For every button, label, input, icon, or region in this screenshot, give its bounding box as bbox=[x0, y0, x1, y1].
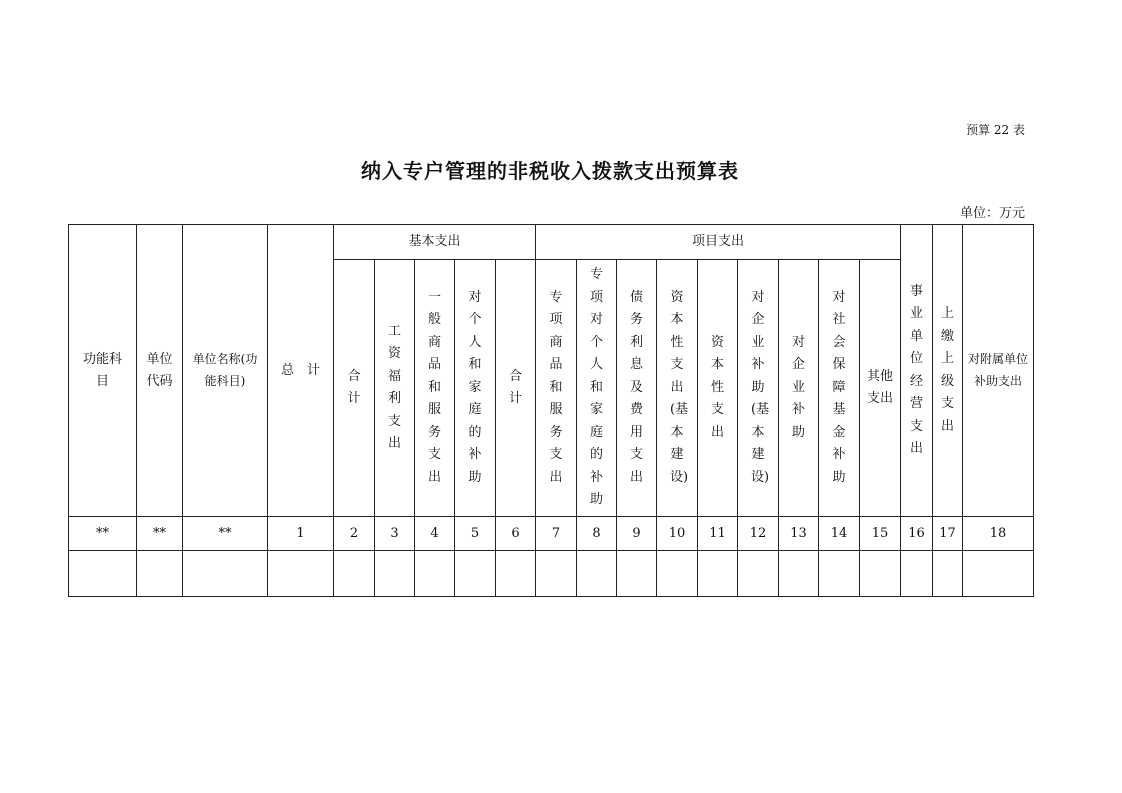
header-capital-construction: 资本性支出(基本建设) bbox=[657, 260, 698, 517]
header-total: 总 计 bbox=[268, 225, 334, 517]
header-affiliated: 对附属单位补助支出 bbox=[963, 225, 1034, 517]
cell bbox=[137, 551, 183, 597]
cell bbox=[334, 551, 375, 597]
cell: 9 bbox=[617, 517, 657, 551]
cell bbox=[375, 551, 415, 597]
cell bbox=[577, 551, 617, 597]
cell: 3 bbox=[375, 517, 415, 551]
header-upper: 上缴上级支出 bbox=[933, 225, 963, 517]
header-basic-group: 基本支出 bbox=[334, 225, 536, 260]
header-capital: 资本性支出 bbox=[698, 260, 738, 517]
cell: ** bbox=[183, 517, 268, 551]
unit-label: 单位：万元 bbox=[959, 206, 1025, 221]
cell bbox=[617, 551, 657, 597]
cell bbox=[415, 551, 455, 597]
cell bbox=[496, 551, 536, 597]
header-unit-name: 单位名称(功能科目) bbox=[183, 225, 268, 517]
cell bbox=[901, 551, 933, 597]
cell: 1 bbox=[268, 517, 334, 551]
form-number: 预算 22 表 bbox=[966, 123, 1025, 137]
cell: ** bbox=[137, 517, 183, 551]
cell bbox=[183, 551, 268, 597]
budget-table bbox=[68, 224, 1034, 597]
header-project-group: 项目支出 bbox=[536, 225, 901, 260]
header-function: 功能科目 bbox=[69, 225, 137, 517]
header-special-goods: 专项商品和服务支出 bbox=[536, 260, 577, 517]
header-debt-interest: 债务利息及费用支出 bbox=[617, 260, 657, 517]
cell bbox=[455, 551, 496, 597]
header-enterprise-subsidy: 对企业补助 bbox=[779, 260, 819, 517]
header-enterprise-construction: 对企业补助(基本建设) bbox=[738, 260, 779, 517]
header-basic-total: 合计 bbox=[334, 260, 375, 517]
cell bbox=[657, 551, 698, 597]
cell bbox=[819, 551, 860, 597]
cell: 7 bbox=[536, 517, 577, 551]
cell: 6 bbox=[496, 517, 536, 551]
cell: 13 bbox=[779, 517, 819, 551]
cell: 12 bbox=[738, 517, 779, 551]
cell: 10 bbox=[657, 517, 698, 551]
cell: 8 bbox=[577, 517, 617, 551]
header-enterprise: 事业单位经营支出 bbox=[901, 225, 933, 517]
cell: 16 bbox=[901, 517, 933, 551]
cell bbox=[268, 551, 334, 597]
cell: 5 bbox=[455, 517, 496, 551]
header-special-household: 专项对个人和家庭的补助 bbox=[577, 260, 617, 517]
cell: 14 bbox=[819, 517, 860, 551]
cell bbox=[860, 551, 901, 597]
cell: 2 bbox=[334, 517, 375, 551]
cell bbox=[963, 551, 1034, 597]
number-row bbox=[69, 517, 1034, 551]
cell bbox=[738, 551, 779, 597]
header-unit-code: 单位代码 bbox=[137, 225, 183, 517]
cell: 11 bbox=[698, 517, 738, 551]
cell: 4 bbox=[415, 517, 455, 551]
header-goods-services: 一般商品和服务支出 bbox=[415, 260, 455, 517]
cell bbox=[933, 551, 963, 597]
data-row bbox=[69, 551, 1034, 597]
header-other: 其他支出 bbox=[860, 260, 901, 517]
cell: ** bbox=[69, 517, 137, 551]
page-title: 纳入专户管理的非税收入拨款支出预算表 bbox=[361, 159, 739, 183]
cell bbox=[69, 551, 137, 597]
header-social-security: 对社会保障基金补助 bbox=[819, 260, 860, 517]
header-project-total: 合计 bbox=[496, 260, 536, 517]
cell: 18 bbox=[963, 517, 1034, 551]
cell bbox=[536, 551, 577, 597]
cell bbox=[698, 551, 738, 597]
cell bbox=[779, 551, 819, 597]
cell: 17 bbox=[933, 517, 963, 551]
header-household-subsidy: 对个人和家庭的补助 bbox=[455, 260, 496, 517]
cell: 15 bbox=[860, 517, 901, 551]
header-salary: 工资福利支出 bbox=[375, 260, 415, 517]
